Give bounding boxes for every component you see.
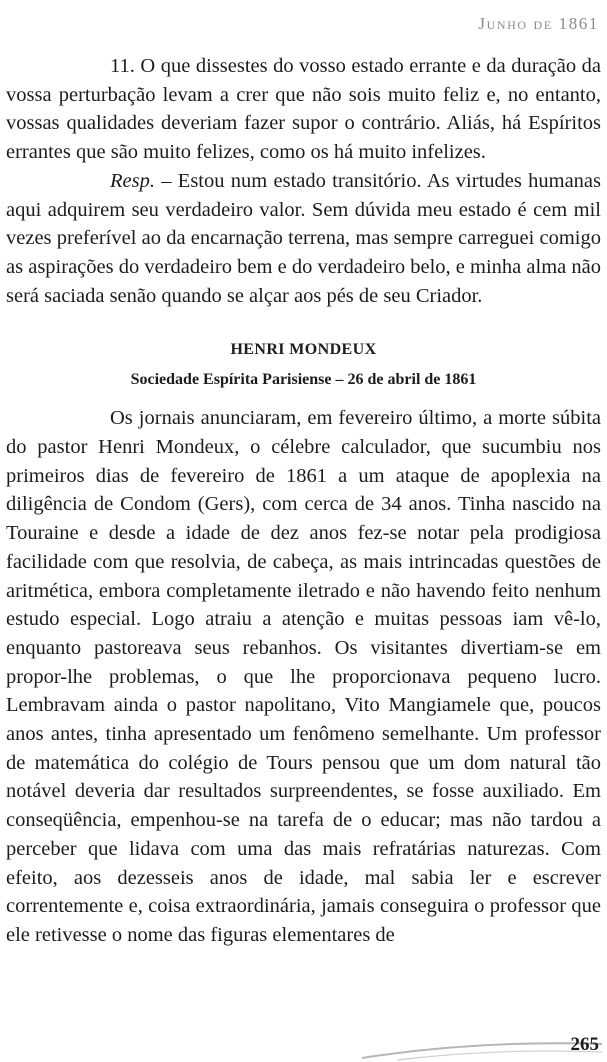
- section-subtitle: Sociedade Espírita Parisiense – 26 de abril de 1861: [130, 371, 477, 389]
- answer-text: – Estou num estado transitório. As virtudes humanas aqui adquirem seu verdadeiro valor. Sem dúvida meu estado é cem mil vezes preferível ao da encarnação terrena, mas sempre carreguei comigo as aspirações do verdadeiro bem e do verdadeiro belo, e minha alma não será saciada senão quando se alçar aos pés de seu Criador.: [6, 169, 601, 307]
- page-number: 265: [570, 1034, 599, 1055]
- question-paragraph: 11. O que dissestes do vosso estado errante e da duração da vossa perturbação levam a crer que não sois muito feliz e, no entanto, vossas qualidades deveriam fazer supor o contrário. Aliás, há Espíritos errantes que são muito felizes, como os há muito infelizes.: [6, 55, 601, 164]
- page-body: [6, 52, 601, 950]
- body-paragraph: Os jornais anunciaram, em fevereiro último, a morte súbita do pastor Henri Mondeux, o célebre calculador, que sucumbiu nos primeiros dias de fevereiro de 1861 a um ataque de apoplexia na diligência de Condom (Gers), com cerca de 34 anos. Tinha nascido na Touraine e desde a idade de dez anos fez-se notar pela prodigiosa facilidade com que resolvia, de cabeça, as mais intrincadas questões de aritmética, embora completamente iletrado e não havendo feito nenhum estudo especial. Logo atraiu a atenção e muitas pessoas iam vê-lo, enquanto pastoreava seus rebanhos. Os visitantes divertiam-se em propor-lhe problemas, o que lhe proporcionava pequeno lucro. Lembravam ainda o pastor napolitano, Vito Mangiamele que, poucos anos antes, tinha apresentado um fenômeno semelhante. Um professor de matemática do colégio de Tours pensou que um dom natural tão notável deveria dar resultados surpreendentes, se fosse auxiliado. Em conseqüência, empenhou-se na tarefa de o educar; mas não tardou a perceber que lidava com uma das mais refratárias naturezas. Com efeito, aos dezesseis anos de idade, mal sabia ler e escrever correntemente e, coisa extraordinária, jamais conseguira o professor que ele retivesse o nome das figuras elementares de: [6, 407, 601, 946]
- page-number-swoosh-icon: [357, 1022, 607, 1062]
- running-head: Junho de 1861: [478, 14, 599, 33]
- answer-label: Resp.: [110, 169, 155, 192]
- answer-paragraph: [6, 167, 601, 311]
- section-spacer: [6, 310, 601, 338]
- section-title: HENRI MONDEUX: [230, 341, 377, 359]
